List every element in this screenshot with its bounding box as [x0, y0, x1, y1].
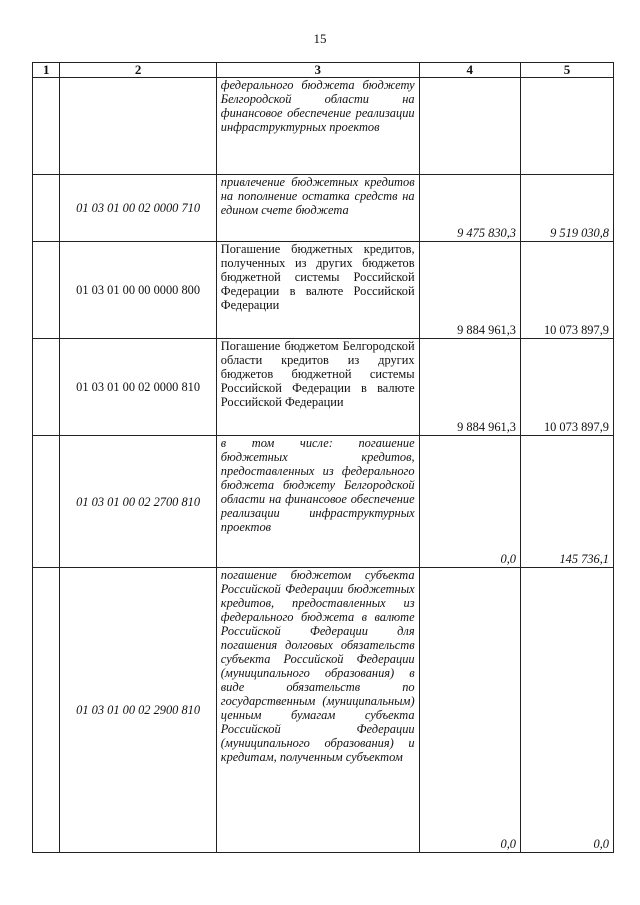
description-cell: в том числе: погашение бюджетных кредитов, предоставленных из федерального бюджета бюджету Белгородской области на финансовое обеспечение реализации инфраструктурных проектов — [216, 436, 419, 568]
amount-2024-cell: 0,0 — [419, 436, 520, 568]
column-header: 2 — [60, 63, 216, 78]
budget-code-cell — [60, 78, 216, 175]
description-cell: привлечение бюджетных кредитов на пополнение остатка средств на едином счете бюджета — [216, 175, 419, 242]
table-row — [33, 436, 614, 568]
amount-2024-cell — [419, 78, 520, 175]
amount-2024-cell: 0,0 — [419, 568, 520, 853]
table-row — [33, 568, 614, 853]
description-cell: Погашение бюджетом Белгородской области кредитов из других бюджетов бюджетной системы Российской Федерации в валюте Российской Федерации — [216, 339, 419, 436]
row-number-cell — [33, 78, 60, 175]
amount-2024-cell: 9 884 961,3 — [419, 242, 520, 339]
column-header: 5 — [521, 63, 614, 78]
budget-code-cell: 01 03 01 00 02 2700 810 — [60, 436, 216, 568]
column-header: 4 — [419, 63, 520, 78]
row-number-cell — [33, 339, 60, 436]
table-row — [33, 339, 614, 436]
amount-2025-cell — [521, 78, 614, 175]
budget-code-cell: 01 03 01 00 00 0000 800 — [60, 242, 216, 339]
budget-code-cell: 01 03 01 00 02 2900 810 — [60, 568, 216, 853]
description-cell: Погашение бюджетных кредитов, полученных из других бюджетов бюджетной системы Российской Федерации в валюте Российской Федерации — [216, 242, 419, 339]
table-row — [33, 175, 614, 242]
table-row — [33, 242, 614, 339]
row-number-cell — [33, 175, 60, 242]
amount-2025-cell: 145 736,1 — [521, 436, 614, 568]
column-header: 3 — [216, 63, 419, 78]
amount-2025-cell: 0,0 — [521, 568, 614, 853]
row-number-cell — [33, 242, 60, 339]
amount-2025-cell: 10 073 897,9 — [521, 242, 614, 339]
row-number-cell — [33, 568, 60, 853]
amount-2025-cell: 9 519 030,8 — [521, 175, 614, 242]
amount-2025-cell: 10 073 897,9 — [521, 339, 614, 436]
row-number-cell — [33, 436, 60, 568]
budget-code-cell: 01 03 01 00 02 0000 710 — [60, 175, 216, 242]
column-header: 1 — [33, 63, 60, 78]
amount-2024-cell: 9 475 830,3 — [419, 175, 520, 242]
table-row — [33, 78, 614, 175]
budget-sources-table — [32, 62, 614, 853]
budget-code-cell: 01 03 01 00 02 0000 810 — [60, 339, 216, 436]
description-cell: погашение бюджетом субъекта Российской Федерации бюджетных кредитов, предоставленных из федерального бюджета в валюте Российской Федерации для погашения долговых обязательств субъекта Российской Федерации (муниципального образования) в виде обязательств по государственным (муниципальным) ценным бумагам субъекта Российской Федерации (муниципального образования) и кредитам, полученным субъектом — [216, 568, 419, 853]
page-number: 15 — [313, 31, 327, 46]
table-header-row — [33, 63, 614, 78]
amount-2024-cell: 9 884 961,3 — [419, 339, 520, 436]
description-cell: федерального бюджета бюджету Белгородской области на финансовое обеспечение реализации инфраструктурных проектов — [216, 78, 419, 175]
